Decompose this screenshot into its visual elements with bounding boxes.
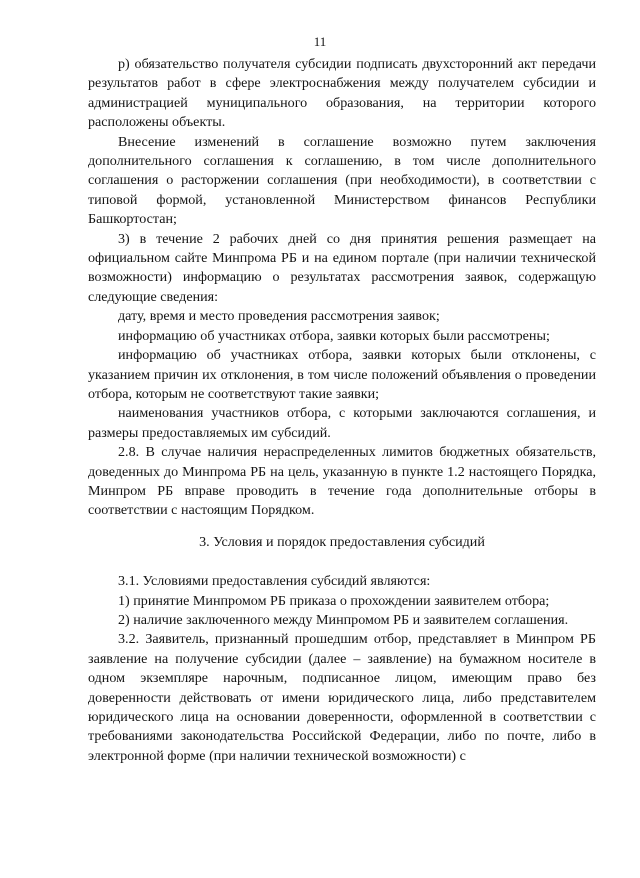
section-3-heading: 3. Условия и порядок предоставления субсидий [199,533,485,550]
paragraph-2-8-additional-selection: 2.8. В случае наличия нераспределенных лимитов бюджетных обязательств, доведенных до Минпрома РБ на цель, указанную в пункте 1.2 настоящего Порядка, Минпром РБ вправе проводить в течение года дополнительные отборы в соответствии с настоящим Порядком. [88,444,596,519]
paragraph-agreement-changes: Внесение изменений в соглашение возможно путем заключения дополнительного соглашения к соглашению, в том числе дополнительного соглашения о расторжении соглашения (при необходимости), в соответствии с типовой формой, установленной Министерством финансов Республики Башкортостан; [88,133,596,228]
paragraph-publish-results: 3) в течение 2 рабочих дней со дня принятия решения размещает на официальном сайте Минпрома РБ и на едином портале (при наличии технической возможности) информацию о результатах рассмотрения заявок, содержащую следующие сведения: [88,230,596,305]
paragraph-3-2-application: 3.2. Заявитель, признанный прошедшим отбор, представляет в Минпром РБ заявление на получение субсидии (далее – заявление) на бумажном носителе в одном экземпляре нарочным, подписанное лицом, имеющим право без доверенности действовать от имени юридического лица, либо представителем юридического лица на основании доверенности, оформленной в соответствии с требованиями законодательства Российской Федерации, либо по почте, либо в электронной форме (при наличии технической возможности) с [88,631,596,764]
paragraph-condition-agreement: 2) наличие заключенного между Минпромом РБ и заявителем соглашения. [118,611,569,628]
page-number: 11 [313,34,327,49]
paragraph-agreement-participants: наименования участников отбора, с которыми заключаются соглашения, и размеры предоставляемых им субсидий. [88,405,596,441]
paragraph-condition-order: 1) принятие Минпромом РБ приказа о прохождении заявителем отбора; [118,592,550,609]
paragraph-rejected-participants: информацию об участниках отбора, заявки которых были отклонены, с указанием причин их отклонения, в том числе положений объявления о проведении отбора, которым не соответствуют такие заявки; [88,347,596,402]
document-body [88,55,596,766]
paragraph-considered-participants: информацию об участниках отбора, заявки которых были рассмотрены; [118,327,550,344]
paragraph-obligation-act: р) обязательство получателя субсидии подписать двухсторонний акт передачи результатов работ в сфере электроснабжения между получателем субсидии и администрацией муниципального образования, на территории которого расположены объекты. [88,56,596,131]
paragraph-3-1-conditions: 3.1. Условиями предоставления субсидий являются: [118,573,431,590]
paragraph-date-time-place: дату, время и место проведения рассмотрения заявок; [118,308,440,325]
